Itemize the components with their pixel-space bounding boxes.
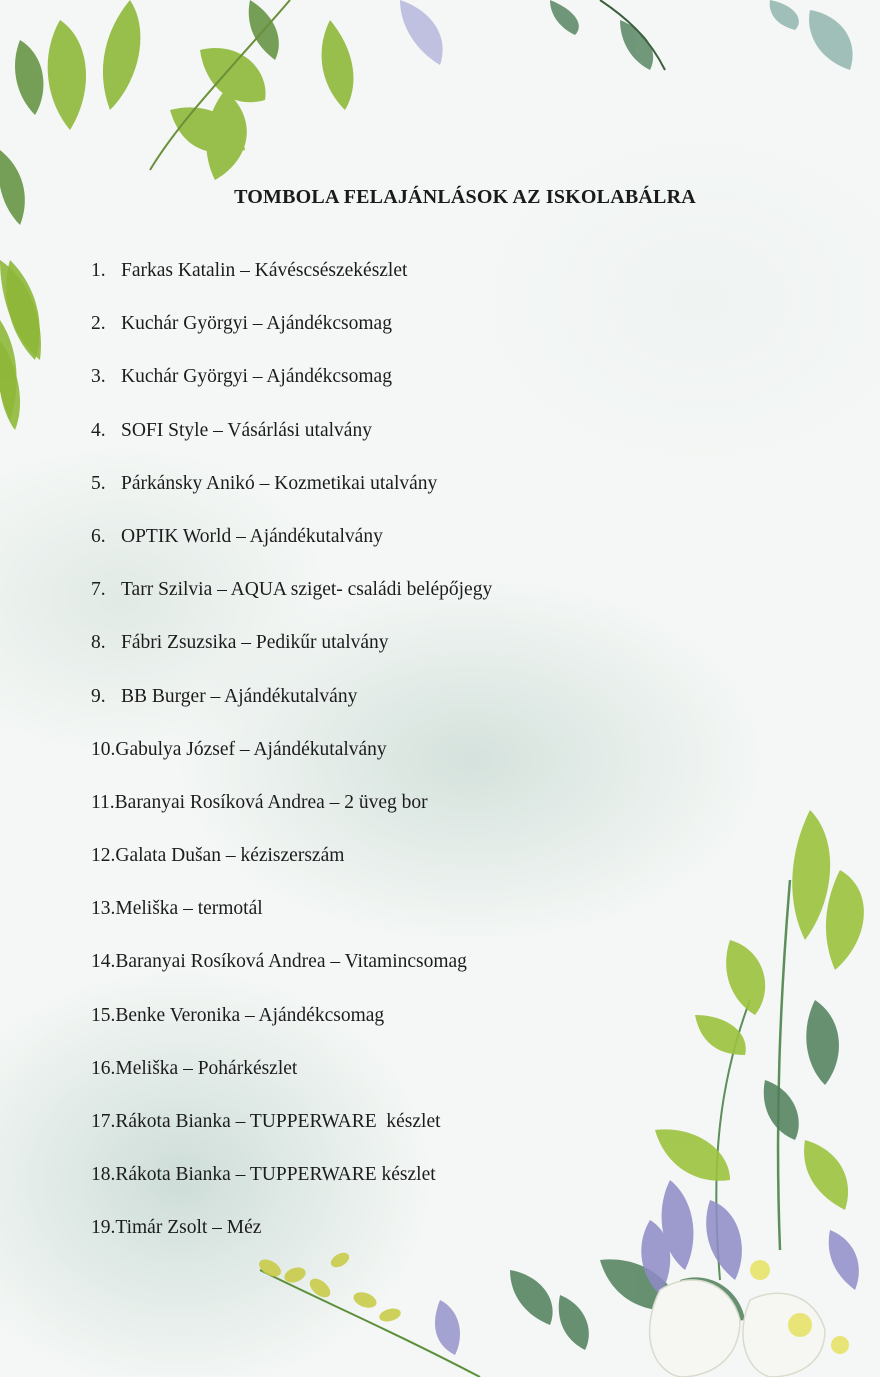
item-number: 19.	[91, 1217, 116, 1239]
page-title: TOMBOLA FELAJÁNLÁSOK AZ ISKOLABÁLRA	[234, 186, 696, 208]
item-text: Galata Dušan – kéziszerszám	[115, 845, 345, 867]
item-number: 6.	[91, 525, 106, 547]
item-text: BB Burger – Ajándékutalvány	[121, 685, 358, 707]
list-item	[91, 947, 492, 1000]
left-edge-leaves-decoration	[0, 240, 60, 440]
item-text: Baranyai Rosíková Andrea – 2 üveg bor	[114, 791, 428, 813]
item-text: Rákota Bianka – TUPPERWARE készlet	[115, 1164, 436, 1186]
item-text: Farkas Katalin – Kávéscsészekészlet	[121, 260, 408, 281]
item-text: Kuchár Györgyi – Ajándékcsomag	[121, 366, 392, 388]
bottom-right-floral-decoration	[600, 800, 880, 1377]
list-item	[91, 309, 492, 362]
item-text: Baranyai Rosíková Andrea – Vitamincsomag	[115, 951, 467, 973]
item-number: 13.	[91, 898, 116, 920]
item-text: Tarr Szilvia – AQUA sziget- családi belépőjegy	[121, 579, 493, 601]
list-item	[91, 735, 492, 788]
item-number: 18.	[91, 1164, 116, 1186]
item-text: Meliška – termotál	[115, 898, 263, 920]
item-number: 11.	[91, 791, 115, 813]
item-number: 14.	[91, 951, 116, 973]
item-text: Benke Veronika – Ajándékcsomag	[115, 1004, 385, 1026]
item-text: Fábri Zsuzsika – Pedikűr utalvány	[121, 632, 389, 654]
item-number: 12.	[91, 845, 116, 867]
list-item	[91, 575, 492, 628]
list-item	[91, 628, 492, 681]
raffle-donation-list	[91, 256, 492, 1267]
item-number: 9.	[91, 685, 106, 707]
list-item	[91, 256, 492, 309]
item-number: 4.	[91, 419, 106, 441]
list-item	[91, 1107, 492, 1160]
item-number: 7.	[91, 579, 106, 601]
item-text: Gabulya József – Ajándékutalvány	[115, 738, 387, 760]
item-text: Timár Zsolt – Méz	[115, 1217, 262, 1239]
item-text: Rákota Bianka – TUPPERWARE készlet	[115, 1111, 441, 1132]
item-number: 16.	[91, 1057, 116, 1079]
item-number: 1.	[91, 260, 106, 281]
item-number: 2.	[91, 313, 106, 335]
item-number: 10.	[91, 738, 116, 760]
list-item	[91, 1001, 492, 1054]
item-number: 8.	[91, 632, 106, 654]
list-item	[91, 522, 492, 575]
item-text: Kuchár Györgyi – Ajándékcsomag	[121, 313, 392, 335]
list-item	[91, 1054, 492, 1107]
list-item	[91, 682, 492, 735]
item-text: OPTIK World – Ajándékutalvány	[121, 525, 383, 547]
item-number: 17.	[91, 1111, 116, 1132]
item-number: 15.	[91, 1004, 116, 1026]
top-right-leaves-decoration	[520, 0, 880, 110]
list-item	[91, 1160, 492, 1213]
item-text: Meliška – Pohárkészlet	[115, 1057, 298, 1079]
item-text: Párkánsky Anikó – Kozmetikai utalvány	[121, 472, 438, 494]
list-item	[91, 469, 492, 522]
list-item	[91, 362, 492, 415]
item-number: 5.	[91, 472, 106, 494]
list-item	[91, 894, 492, 947]
list-item	[91, 1213, 492, 1266]
list-item	[91, 416, 492, 469]
item-text: SOFI Style – Vásárlási utalvány	[121, 419, 372, 441]
list-item	[91, 841, 492, 894]
list-item	[91, 788, 492, 841]
item-number: 3.	[91, 366, 106, 388]
